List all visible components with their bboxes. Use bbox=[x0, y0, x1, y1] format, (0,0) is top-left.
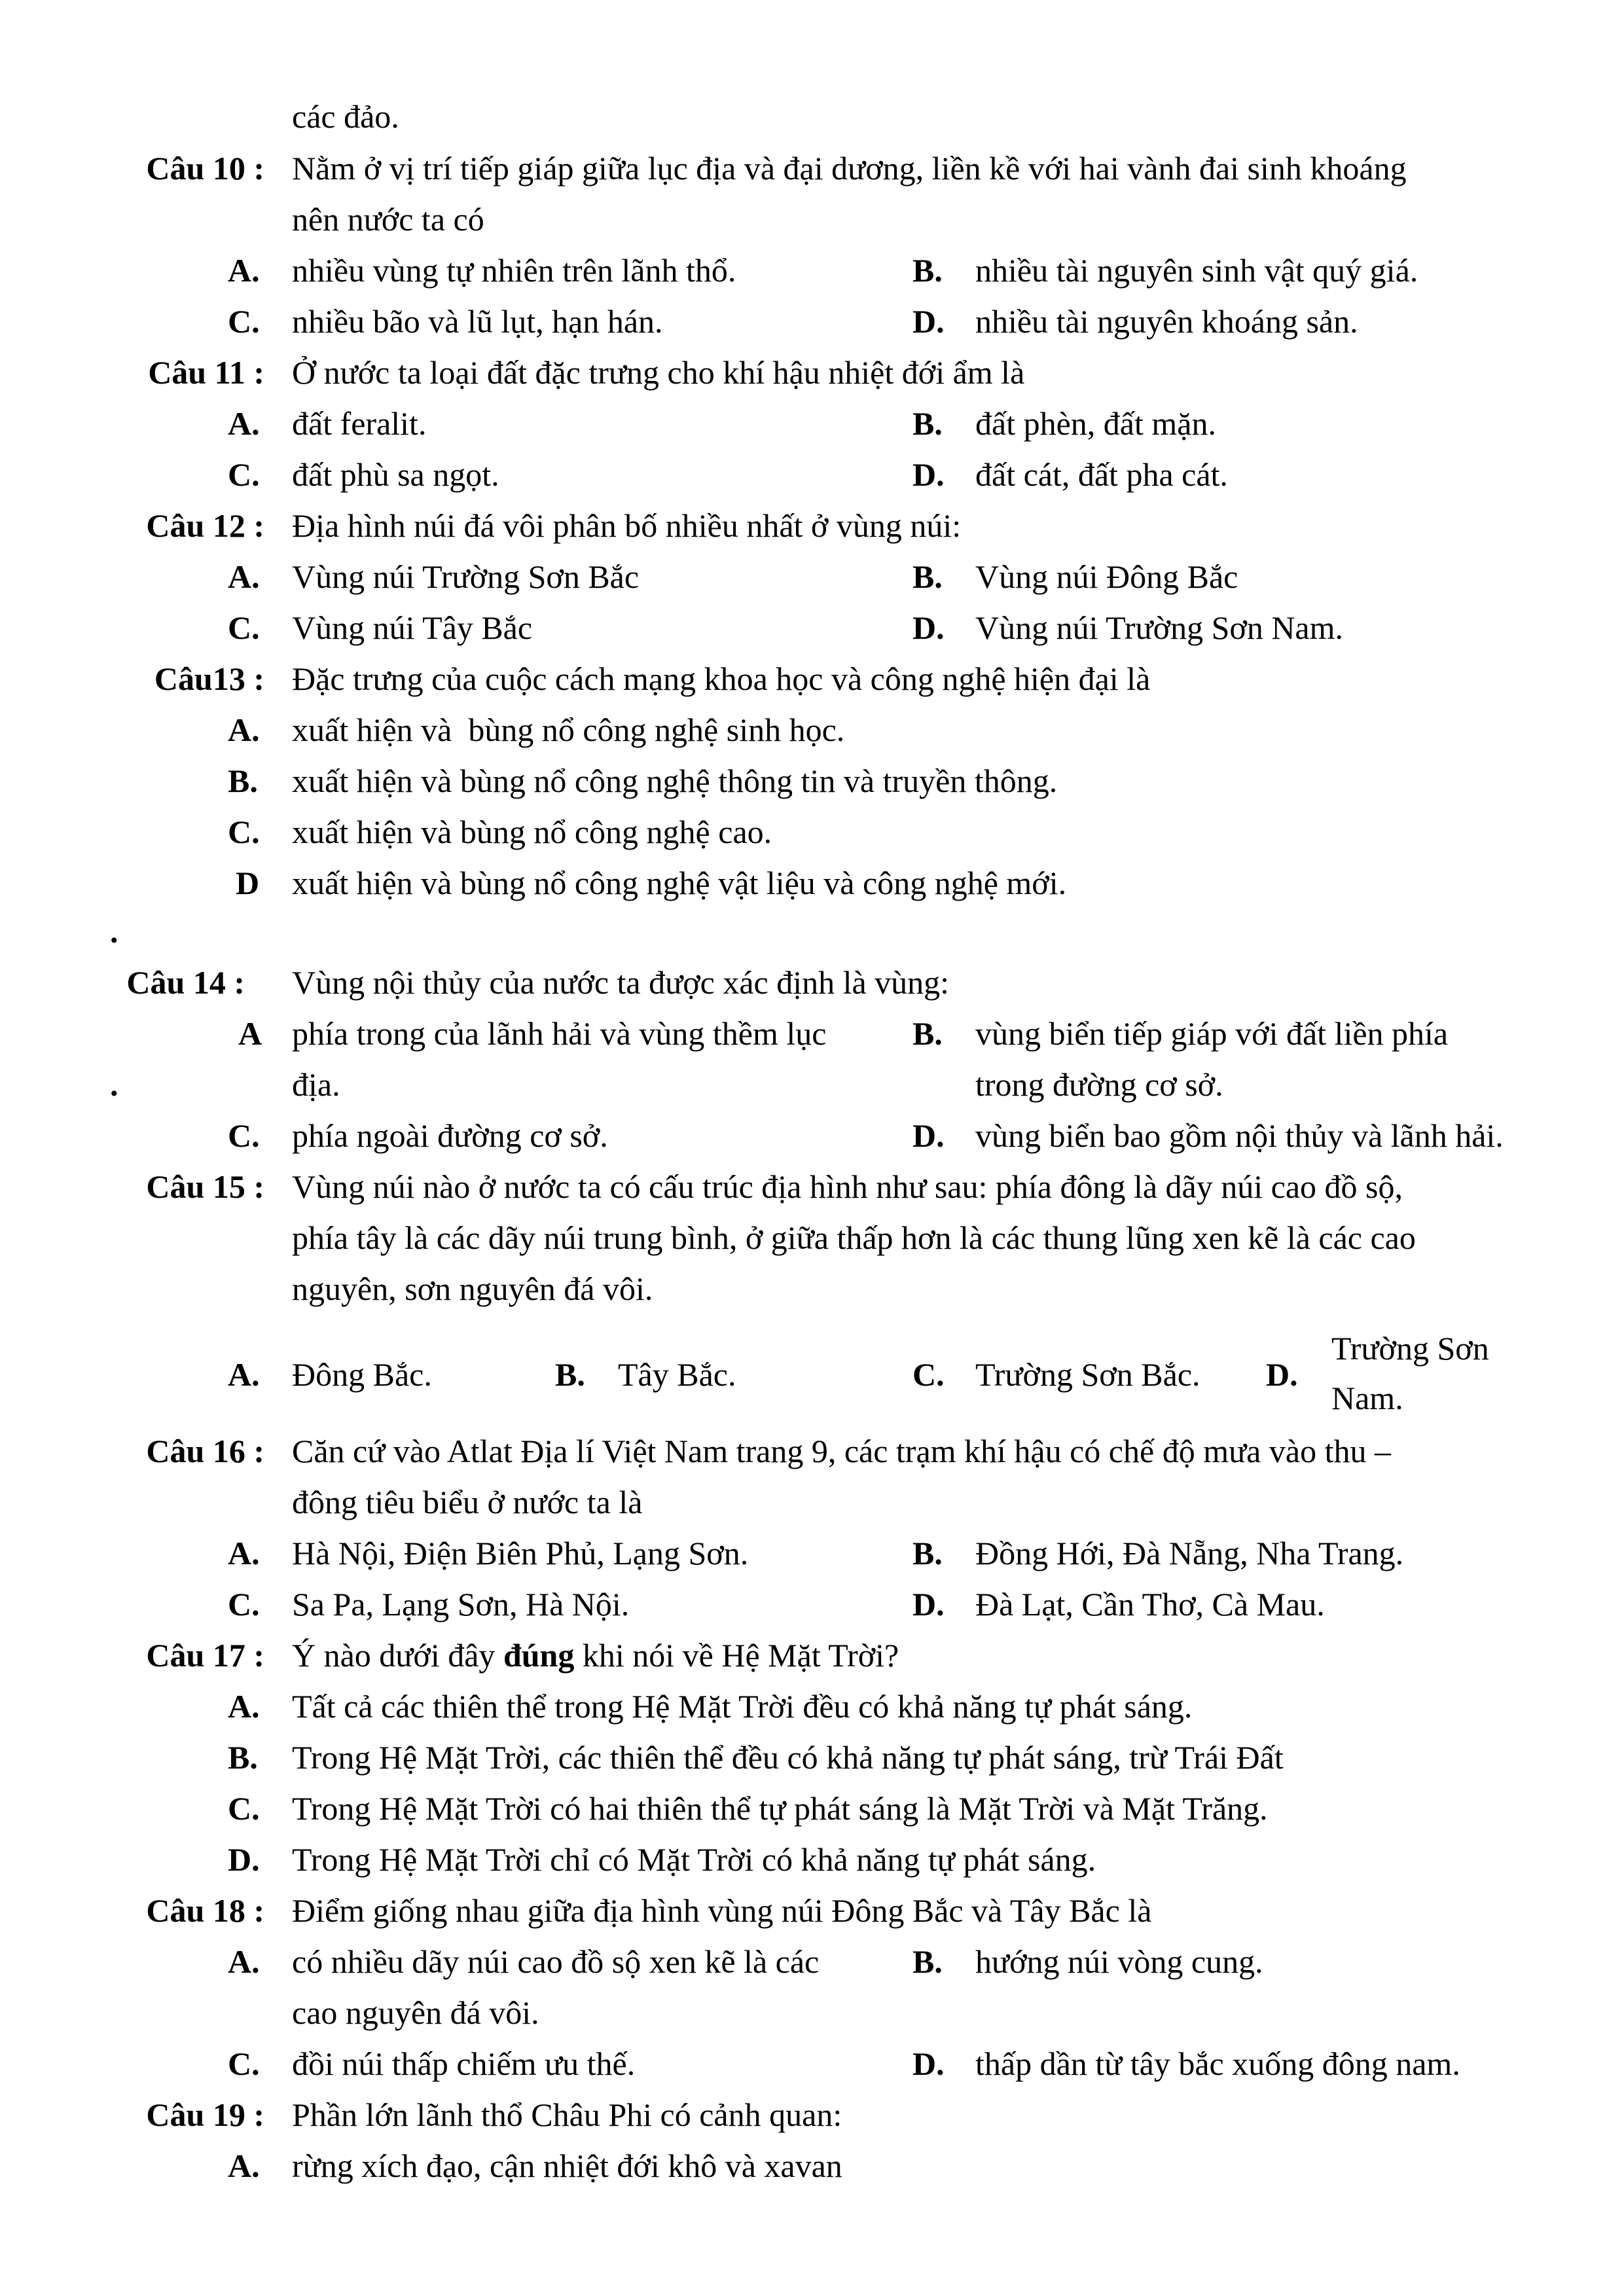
question-11-option-d-letter: D. bbox=[912, 456, 945, 493]
question-10-text-line-1: Nằm ở vị trí tiếp giáp giữa lục địa và đại dương, liền kề với hai vành đai sinh khoáng bbox=[292, 150, 1407, 187]
question-16-text-line-1: Căn cứ vào Atlat Địa lí Việt Nam trang 9, các trạm khí hậu có chế độ mưa vào thu – bbox=[292, 1433, 1391, 1469]
stray-dot: . bbox=[110, 1066, 118, 1103]
question-17-option-b-text: Trong Hệ Mặt Trời, các thiên thể đều có khả năng tự phát sáng, trừ Trái Đất bbox=[292, 1739, 1284, 1776]
question-11-option-c-letter: C. bbox=[228, 456, 260, 493]
question-10-option-d-letter: D. bbox=[912, 303, 945, 340]
question-12-text: Địa hình núi đá vôi phân bố nhiều nhất ở vùng núi: bbox=[292, 507, 962, 544]
question-16-option-a-letter: A. bbox=[228, 1535, 260, 1571]
question-14-option-d-letter: D. bbox=[912, 1117, 945, 1154]
question-11-option-a-text: đất feralit. bbox=[292, 405, 427, 442]
question-11-option-b-letter: B. bbox=[912, 405, 943, 442]
question-15-option-c-letter: C. bbox=[912, 1356, 945, 1393]
question-16-option-c-text: Sa Pa, Lạng Sơn, Hà Nội. bbox=[292, 1586, 630, 1623]
question-14-option-a-text-line-1: phía trong của lãnh hải và vùng thềm lục bbox=[292, 1015, 827, 1052]
question-14-option-a-letter: A bbox=[238, 1015, 262, 1052]
question-11-option-b-text: đất phèn, đất mặn. bbox=[975, 405, 1216, 442]
question-16-option-c-letter: C. bbox=[228, 1586, 260, 1623]
question-16-option-b-text: Đồng Hới, Đà Nẵng, Nha Trang. bbox=[975, 1535, 1404, 1571]
question-11-label: Câu 11 : bbox=[148, 354, 264, 391]
question-15-option-c-text: Trường Sơn Bắc. bbox=[975, 1356, 1200, 1393]
question-18-option-d-text: thấp dần từ tây bắc xuống đông nam. bbox=[975, 2045, 1460, 2082]
question-18-option-a-text-line-2: cao nguyên đá vôi. bbox=[292, 1994, 539, 2031]
question-13-option-b-text: xuất hiện và bùng nổ công nghệ thông tin và truyền thông. bbox=[292, 762, 1058, 799]
question-14-option-c-letter: C. bbox=[228, 1117, 260, 1154]
question-11-option-c-text: đất phù sa ngọt. bbox=[292, 456, 499, 493]
question-13-option-d-letter: D bbox=[236, 865, 260, 901]
question-10-text-line-2: nên nước ta có bbox=[292, 201, 484, 238]
question-10-option-d-text: nhiều tài nguyên khoáng sản. bbox=[975, 303, 1358, 340]
question-18-option-b-text: hướng núi vòng cung. bbox=[975, 1943, 1263, 1980]
question-12-option-c-text: Vùng núi Tây Bắc bbox=[292, 609, 533, 646]
question-16-option-d-letter: D. bbox=[912, 1586, 945, 1623]
question-14-text: Vùng nội thủy của nước ta được xác định là vùng: bbox=[292, 964, 950, 1001]
question-17-text bbox=[292, 1636, 899, 1675]
question-19-label: Câu 19 : bbox=[146, 2096, 264, 2133]
question-13-text: Đặc trưng của cuộc cách mạng khoa học và công nghệ hiện đại là bbox=[292, 660, 1151, 697]
question-12-option-d-text: Vùng núi Trường Sơn Nam. bbox=[975, 609, 1344, 646]
stray-dot: . bbox=[110, 913, 118, 950]
question-12-option-c-letter: C. bbox=[228, 609, 260, 646]
question-10-option-a-letter: A. bbox=[228, 252, 260, 289]
question-16-option-d-text: Đà Lạt, Cần Thơ, Cà Mau. bbox=[975, 1586, 1325, 1623]
question-13-option-a-letter: A. bbox=[228, 711, 260, 748]
question-18-option-c-letter: C. bbox=[228, 2045, 260, 2082]
question-15-option-d-text-line-2: Nam. bbox=[1331, 1380, 1403, 1416]
question-12-option-b-letter: B. bbox=[912, 558, 943, 595]
question-18-option-c-text: đồi núi thấp chiếm ưu thế. bbox=[292, 2045, 636, 2082]
question-18-option-a-letter: A. bbox=[228, 1943, 260, 1980]
question-15-text-line-2: phía tây là các dãy núi trung bình, ở giữa thấp hơn là các thung lũng xen kẽ là các cao bbox=[292, 1219, 1416, 1256]
question-14-label: Câu 14 : bbox=[126, 964, 245, 1001]
question-17-option-a-text: Tất cả các thiên thể trong Hệ Mặt Trời đều có khả năng tự phát sáng. bbox=[292, 1688, 1193, 1725]
question-16-label: Câu 16 : bbox=[146, 1433, 264, 1469]
question-17-label: Câu 17 : bbox=[146, 1637, 264, 1674]
question-10-label: Câu 10 : bbox=[146, 150, 264, 187]
continued-text: các đảo. bbox=[292, 98, 399, 135]
question-15-option-d-text-line-1: Trường Sơn bbox=[1331, 1330, 1489, 1367]
question-17-text-pre: Ý nào dưới đây bbox=[292, 1637, 503, 1674]
question-14-option-d-text: vùng biển bao gồm nội thủy và lãnh hải. bbox=[975, 1117, 1504, 1154]
question-14-option-b-letter: B. bbox=[912, 1015, 943, 1052]
question-12-option-a-letter: A. bbox=[228, 558, 260, 595]
question-19-text: Phần lớn lãnh thổ Châu Phi có cảnh quan: bbox=[292, 2096, 842, 2133]
question-16-option-b-letter: B. bbox=[912, 1535, 943, 1571]
question-17-text-post: khi nói về Hệ Mặt Trời? bbox=[574, 1637, 899, 1674]
question-13-option-d-text: xuất hiện và bùng nổ công nghệ vật liệu và công nghệ mới. bbox=[292, 865, 1067, 901]
question-16-text-line-2: đông tiêu biểu ở nước ta là bbox=[292, 1484, 643, 1520]
question-12-label: Câu 12 : bbox=[146, 507, 264, 544]
question-10-option-b-text: nhiều tài nguyên sinh vật quý giá. bbox=[975, 252, 1418, 289]
question-13-label: Câu13 : bbox=[154, 660, 264, 697]
question-13-option-c-text: xuất hiện và bùng nổ công nghệ cao. bbox=[292, 814, 772, 850]
question-18-text: Điểm giống nhau giữa địa hình vùng núi Đông Bắc và Tây Bắc là bbox=[292, 1892, 1152, 1929]
question-17-text-emphasis: đúng bbox=[503, 1637, 575, 1674]
question-16-option-a-text: Hà Nội, Điện Biên Phủ, Lạng Sơn. bbox=[292, 1535, 749, 1571]
question-14-option-b-text-line-2: trong đường cơ sở. bbox=[975, 1066, 1223, 1103]
question-11-option-a-letter: A. bbox=[228, 405, 260, 442]
question-15-option-b-text: Tây Bắc. bbox=[618, 1356, 736, 1393]
question-19-option-a-text: rừng xích đạo, cận nhiệt đới khô và xavan bbox=[292, 2147, 842, 2184]
question-17-option-d-text: Trong Hệ Mặt Trời chỉ có Mặt Trời có khả năng tự phát sáng. bbox=[292, 1841, 1096, 1878]
question-15-option-b-letter: B. bbox=[555, 1356, 585, 1393]
question-17-option-c-text: Trong Hệ Mặt Trời có hai thiên thể tự phát sáng là Mặt Trời và Mặt Trăng. bbox=[292, 1790, 1268, 1827]
question-10-option-c-text: nhiều bão và lũ lụt, hạn hán. bbox=[292, 303, 663, 340]
question-15-option-d-letter: D. bbox=[1266, 1356, 1298, 1393]
question-14-option-c-text: phía ngoài đường cơ sở. bbox=[292, 1117, 608, 1154]
question-13-option-a-text: xuất hiện và bùng nổ công nghệ sinh học. bbox=[292, 711, 845, 748]
question-17-option-d-letter: D. bbox=[228, 1841, 260, 1878]
question-17-option-a-letter: A. bbox=[228, 1688, 260, 1725]
question-14-option-a-text-line-2: địa. bbox=[292, 1066, 340, 1103]
question-13-option-c-letter: C. bbox=[228, 814, 260, 850]
question-10-option-c-letter: C. bbox=[228, 303, 260, 340]
question-15-label: Câu 15 : bbox=[146, 1168, 264, 1205]
question-12-option-a-text: Vùng núi Trường Sơn Bắc bbox=[292, 558, 640, 595]
question-19-option-a-letter: A. bbox=[228, 2147, 260, 2184]
question-18-option-b-letter: B. bbox=[912, 1943, 943, 1980]
question-10-option-a-text: nhiều vùng tự nhiên trên lãnh thổ. bbox=[292, 252, 736, 289]
question-18-option-a-text-line-1: có nhiều dãy núi cao đồ sộ xen kẽ là các bbox=[292, 1943, 820, 1980]
question-10-option-b-letter: B. bbox=[912, 252, 943, 289]
question-18-label: Câu 18 : bbox=[146, 1892, 264, 1929]
question-13-option-b-letter: B. bbox=[228, 762, 258, 799]
question-11-text: Ở nước ta loại đất đặc trưng cho khí hậu nhiệt đới ẩm là bbox=[292, 354, 1025, 391]
question-15-option-a-text: Đông Bắc. bbox=[292, 1356, 432, 1393]
question-17-option-b-letter: B. bbox=[228, 1739, 258, 1776]
question-12-option-d-letter: D. bbox=[912, 609, 945, 646]
question-12-option-b-text: Vùng núi Đông Bắc bbox=[975, 558, 1238, 595]
question-15-text-line-1: Vùng núi nào ở nước ta có cấu trúc địa hình như sau: phía đông là dãy núi cao đồ sộ, bbox=[292, 1168, 1403, 1205]
question-18-option-d-letter: D. bbox=[912, 2045, 945, 2082]
question-11-option-d-text: đất cát, đất pha cát. bbox=[975, 456, 1228, 493]
question-15-text-line-3: nguyên, sơn nguyên đá vôi. bbox=[292, 1270, 653, 1307]
question-15-option-a-letter: A. bbox=[228, 1356, 260, 1393]
question-14-option-b-text-line-1: vùng biển tiếp giáp với đất liền phía bbox=[975, 1015, 1449, 1052]
question-17-option-c-letter: C. bbox=[228, 1790, 260, 1827]
